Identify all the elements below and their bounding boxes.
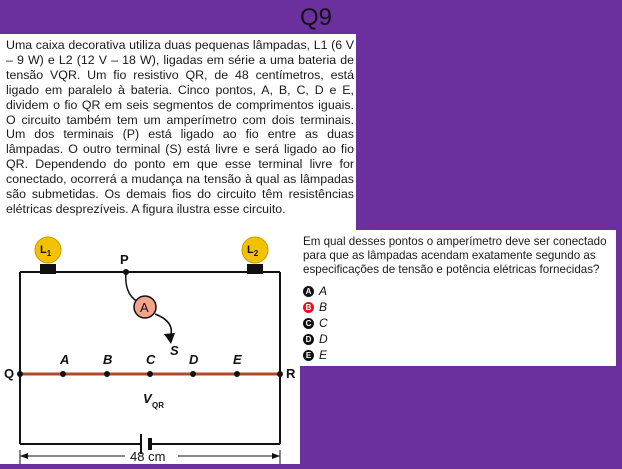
option-b-text: B	[319, 300, 328, 314]
lamp-l1	[35, 237, 61, 274]
point-b-dot	[104, 371, 110, 377]
circuit-panel	[0, 230, 300, 464]
option-a[interactable]	[303, 283, 328, 299]
question-title: Q9	[300, 4, 333, 31]
point-q-label: Q	[4, 366, 15, 381]
point-b-label: B	[103, 352, 113, 367]
option-e-text: E	[319, 348, 328, 362]
point-a-label: A	[60, 352, 70, 367]
battery-label: V	[143, 391, 152, 406]
terminal-s-label: S	[170, 343, 179, 358]
option-b[interactable]	[303, 299, 328, 315]
option-e-badge: E	[303, 350, 314, 361]
dim-arrow-right	[272, 453, 280, 459]
battery-label-sub: QR	[152, 401, 164, 410]
option-e[interactable]	[303, 347, 328, 363]
point-d-label: D	[189, 352, 199, 367]
option-c[interactable]	[303, 315, 328, 331]
point-e-label: E	[233, 352, 242, 367]
option-a-badge: A	[303, 286, 314, 297]
lamp-l2	[242, 237, 268, 274]
option-d-text: D	[319, 332, 328, 346]
option-d-badge: D	[303, 334, 314, 345]
lamp-l2-label: $L_2$	[247, 244, 259, 258]
options-list	[303, 283, 328, 363]
point-d-dot	[190, 371, 196, 377]
option-c-text: C	[319, 316, 328, 330]
option-b-badge: B	[303, 302, 314, 313]
point-a-dot	[60, 371, 66, 377]
option-c-badge: C	[303, 318, 314, 329]
question-text: Em qual desses pontos o amperímetro deve ser conectado para que as lâmpadas acendam exatamente segundo as especificações de tensão e potência elétricas fornecidas?	[303, 235, 607, 276]
option-d[interactable]	[303, 331, 328, 347]
dim-arrow-left	[20, 453, 28, 459]
statement-text: Uma caixa decorativa utiliza duas pequenas lâmpadas, L1 (6 V – 9 W) e L2 (12 V – 18 W), ligadas em série a uma bateria de tensão VQR. Um fio resistivo QR, de 48 centímetros, está ligado em paralelo à bateria. Cinco pontos, A, B, C, D e E, dividem o fio QR em seis segmentos de comprimentos iguais. O circuito também tem um amperímetro com dois terminais. Um dos terminais (P) está ligado ao fio entre as duas lâmpadas. O outro terminal (S) está livre e será ligado ao fio QR. Dependendo do ponto em que esse terminal livre for conectado, ocorrerá a mudança na tensão à qual as lâmpadas são submetidas. Os demais fios do circuito têm resistências elétricas desprezíveis. A figura ilustra esse circuito.	[6, 38, 354, 216]
circuit-diagram	[0, 230, 300, 464]
option-a-text: A	[319, 284, 328, 298]
lamp-l1-label: $L_1$	[40, 244, 52, 258]
point-p-label: P	[120, 252, 129, 267]
length-label: 48 cm	[130, 449, 166, 464]
point-e-dot	[234, 371, 240, 377]
ammeter-lead-p	[126, 272, 138, 302]
point-c-label: C	[146, 352, 156, 367]
point-r-dot	[277, 371, 283, 377]
point-c-dot	[147, 371, 153, 377]
point-r-label: R	[286, 366, 296, 381]
ammeter-label: A	[140, 300, 149, 315]
point-q-dot	[17, 371, 23, 377]
